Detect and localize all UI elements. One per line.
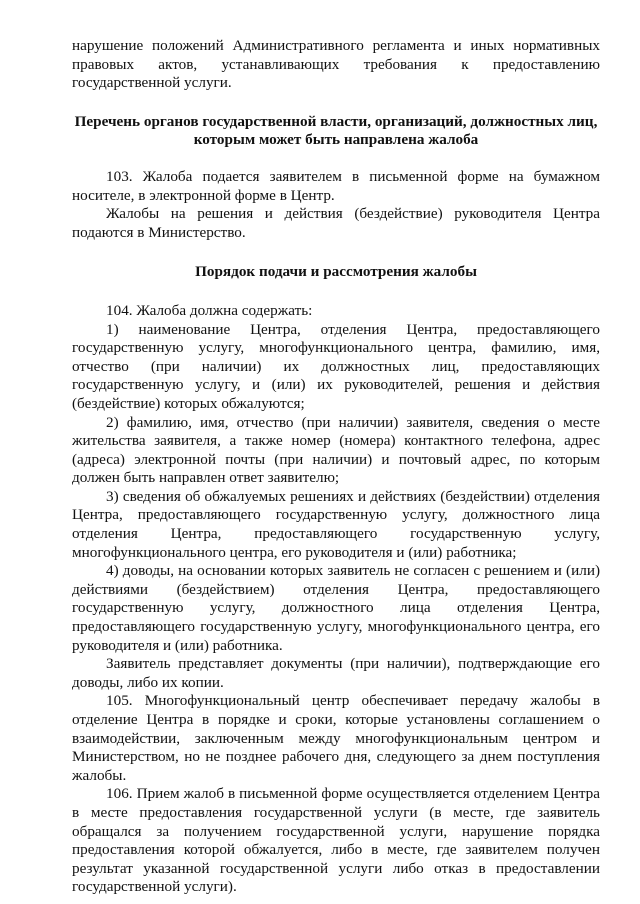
- paragraph-104-item-4: 4) доводы, на основании которых заявитель не согласен с решением и (или) действиями (бездействием) отделения Центра, предоставляющего государственную услугу, должностного лица отделения Центра, предоставляющего государственную услугу, многофункционального центра, его руководителя и (или) работника.: [72, 562, 600, 654]
- heading-complaint-bodies: Перечень органов государственной власти, организаций, должностных лиц, которым может быть направлена жалоба: [74, 112, 598, 149]
- paragraph-104-item-3: 3) сведения об обжалуемых решениях и действиях (бездействии) отделения Центра, предоставляющего государственную услугу, должностного лица отделения Центра, предоставляющего государственную услугу, многофункционального центра, его руководителя и (или) работника;: [72, 487, 600, 561]
- heading-complaint-procedure: Порядок подачи и рассмотрения жалобы: [195, 263, 477, 281]
- paragraph-104-item-2: 2) фамилию, имя, отчество (при наличии) заявителя, сведения о месте жительства заявителя, а также номер (номера) контактного телефона, адрес (адреса) электронной почты (при наличии) и почтовый адрес, по которым должен быть направлен ответ заявителю;: [72, 413, 600, 487]
- paragraph-106: 106. Прием жалоб в письменной форме осуществляется отделением Центра в месте предоставления государственной услуги (в месте, где заявитель обращался за получением государственной услуги, нарушение порядка предоставления которой обжалуется, либо в месте, где заявителем получен результат указанной государственной услуги либо отказ в предоставлении государственной услуги).: [72, 785, 600, 896]
- paragraph-103: 103. Жалоба подается заявителем в письменной форме на бумажном носителе, в электронной форме в Центр.: [72, 167, 600, 204]
- paragraph-104: 104. Жалоба должна содержать:: [106, 301, 313, 319]
- paragraph-105: 105. Многофункциональный центр обеспечивает передачу жалобы в отделение Центра в порядке и сроки, которые установлены соглашением о взаимодействии, заключенным между многофункциональным центром и Министерством, но не позднее рабочего дня, следующего за днем поступления жалобы.: [72, 692, 600, 784]
- paragraph-applicant-documents: Заявитель представляет документы (при наличии), подтверждающие его доводы, либо их копии.: [72, 655, 600, 691]
- paragraph-104-item-1: 1) наименование Центра, отделения Центра, предоставляющего государственную услугу, многофункционального центра, фамилию, имя, отчество (при наличии) их должностных лиц, предоставляющих государственную услугу, и (или) их руководителей, решения и действия (бездействие) которых обжалуются;: [72, 320, 600, 412]
- document-page: [72, 37, 600, 897]
- paragraph-continuation: нарушение положений Административного регламента и иных нормативных правовых актов, устанавливающих требования к предоставлению государственной услуги.: [72, 37, 600, 92]
- paragraph-103-ministry: Жалобы на решения и действия (бездействие) руководителя Центра подаются в Министерство.: [72, 205, 600, 241]
